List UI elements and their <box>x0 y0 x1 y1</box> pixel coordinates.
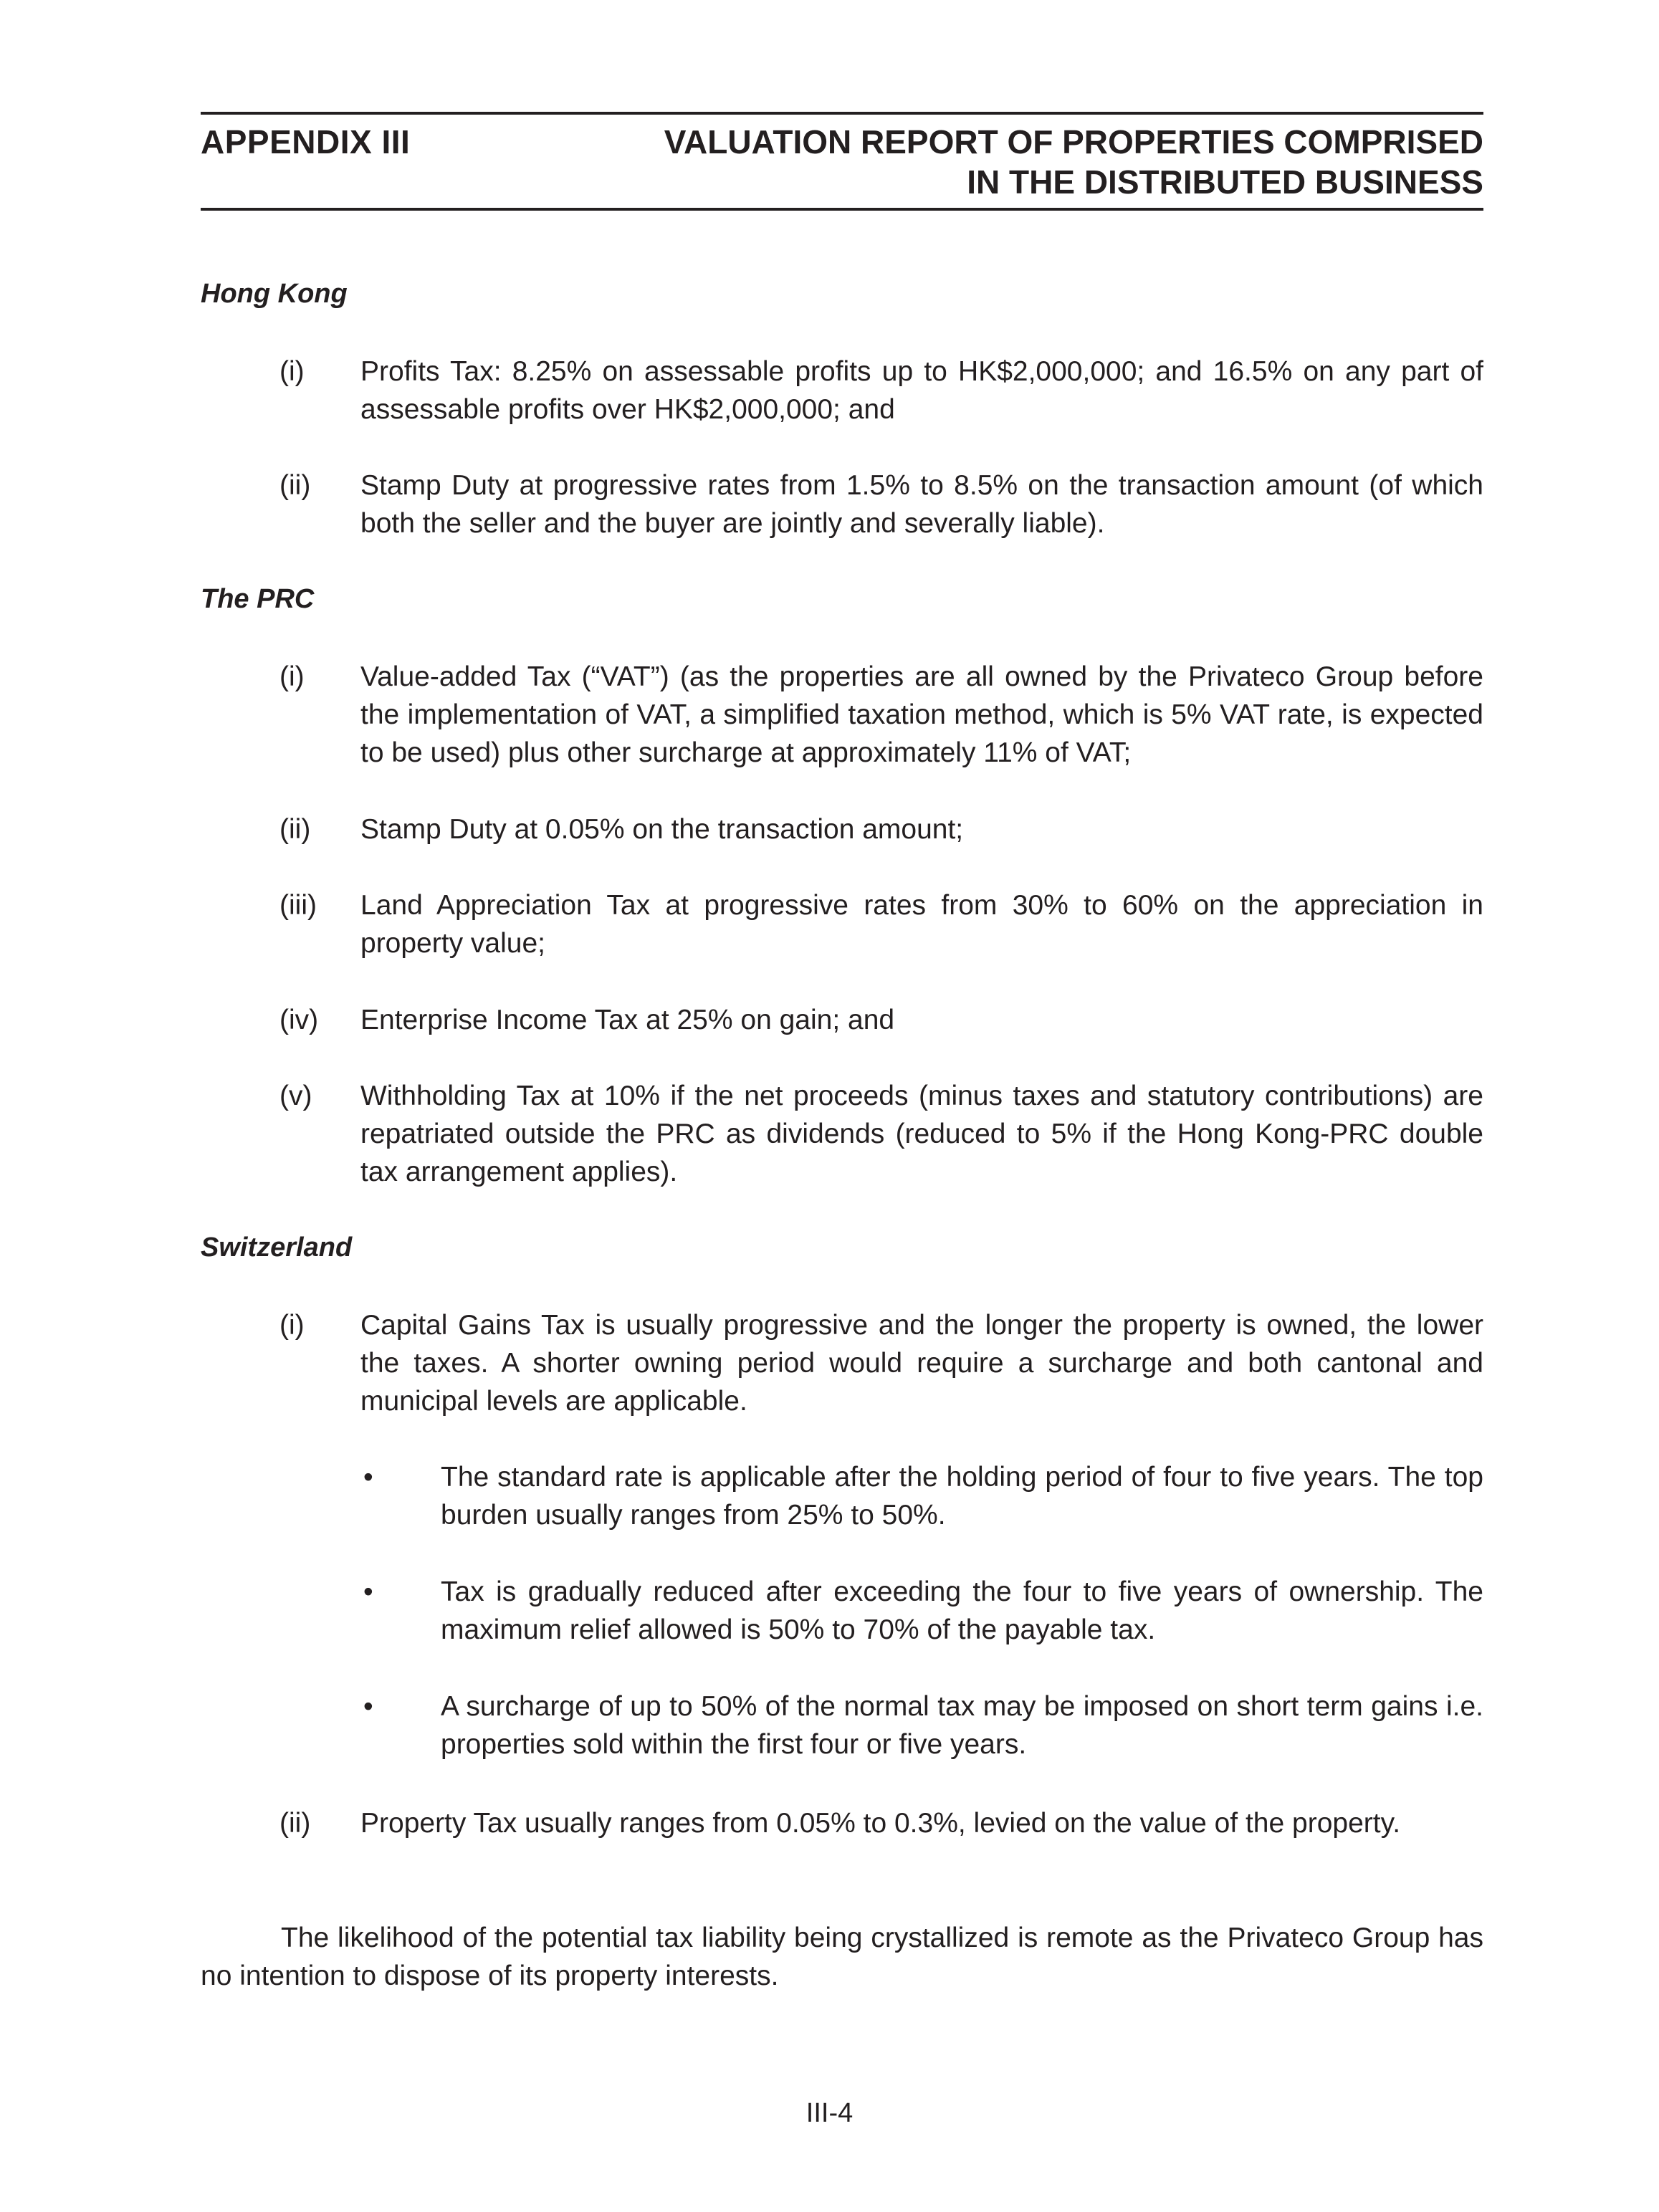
appendix-title <box>502 122 1483 202</box>
bullet-point-icon: • <box>363 1691 373 1722</box>
bullet-item <box>201 1687 1483 1763</box>
list-item <box>201 886 1483 962</box>
bullet-item-text: The standard rate is applicable after the holding period of four to five years. The top burden usually ranges from 25% to 50%. <box>441 1462 1483 1531</box>
bullet-point-icon: • <box>363 1462 373 1493</box>
bullet-item-text: Tax is gradually reduced after exceeding the four to five years of ownership. The maximum relief allowed is 50% to 70% of the payable tax. <box>441 1576 1483 1645</box>
bullet-point-icon: • <box>363 1576 373 1607</box>
list-item-text: Property Tax usually ranges from 0.05% to 0.3%, levied on the value of the property. <box>360 1808 1401 1839</box>
list-item-number: (v) <box>279 1081 312 1111</box>
appendix-title-line-2: IN THE DISTRIBUTED BUSINESS <box>967 163 1483 201</box>
list-item-number: (ii) <box>279 814 311 845</box>
bullet-item <box>201 1458 1483 1534</box>
list-item-number: (iii) <box>279 890 317 921</box>
list-item <box>201 353 1483 428</box>
closing-paragraph: The likelihood of the potential tax liability being crystallized is remote as the Privateco Group has no intention to dispose of its property interests. <box>201 1923 1483 1991</box>
list-item-text: Capital Gains Tax is usually progressive and the longer the property is owned, the lower the taxes. A shorter owning period would require a surcharge and both cantonal and municipal levels are applicable. <box>360 1310 1483 1417</box>
list-item <box>201 1077 1483 1191</box>
page-number: III-4 <box>805 2098 854 2128</box>
list-item-text: Stamp Duty at 0.05% on the transaction amount; <box>360 814 964 845</box>
appendix-title-line-1: VALUATION REPORT OF PROPERTIES COMPRISED <box>664 123 1483 161</box>
list-item <box>201 1001 1483 1039</box>
list-item-number: (ii) <box>279 1808 311 1839</box>
list-item <box>201 1306 1483 1420</box>
list-item <box>201 1804 1483 1842</box>
section-heading-prc: The PRC <box>201 584 315 614</box>
bullet-item <box>201 1573 1483 1649</box>
list-item-text: Land Appreciation Tax at progressive rates from 30% to 60% on the appreciation in property value; <box>360 890 1483 959</box>
header-bottom-rule <box>201 208 1483 211</box>
list-item-number: (i) <box>279 1310 305 1341</box>
section-heading-switzerland: Switzerland <box>201 1232 353 1263</box>
list-item-text: Withholding Tax at 10% if the net proceeds (minus taxes and statutory contributions) are repatriated outside the PRC as dividends (reduced to 5% if the Hong Kong-PRC double tax arrangement applies). <box>360 1081 1483 1187</box>
list-item <box>201 466 1483 542</box>
list-item-number: (ii) <box>279 470 311 501</box>
section-heading-hong-kong: Hong Kong <box>201 279 348 309</box>
list-item-text: Profits Tax: 8.25% on assessable profits up to HK$2,000,000; and 16.5% on any part of assessable profits over HK$2,000,000; and <box>360 356 1483 425</box>
list-item-text: Value-added Tax (“VAT”) (as the properties are all owned by the Privateco Group before the implementation of VAT, a simplified taxation method, which is 5% VAT rate, is expected to be used) plus other surcharge at approximately 11% of VAT; <box>360 661 1483 768</box>
list-item-number: (i) <box>279 356 305 387</box>
list-item-text: Stamp Duty at progressive rates from 1.5% to 8.5% on the transaction amount (of which both the seller and the buyer are jointly and severally liable). <box>360 470 1483 539</box>
bullet-item-text: A surcharge of up to 50% of the normal tax may be imposed on short term gains i.e. properties sold within the first four or five years. <box>441 1691 1483 1760</box>
list-item-text: Enterprise Income Tax at 25% on gain; and <box>360 1005 895 1035</box>
list-item <box>201 658 1483 772</box>
header-top-rule <box>201 112 1483 115</box>
appendix-label: APPENDIX III <box>201 123 411 161</box>
list-item-number: (i) <box>279 661 305 692</box>
list-item <box>201 810 1483 848</box>
list-item-number: (iv) <box>279 1005 319 1035</box>
